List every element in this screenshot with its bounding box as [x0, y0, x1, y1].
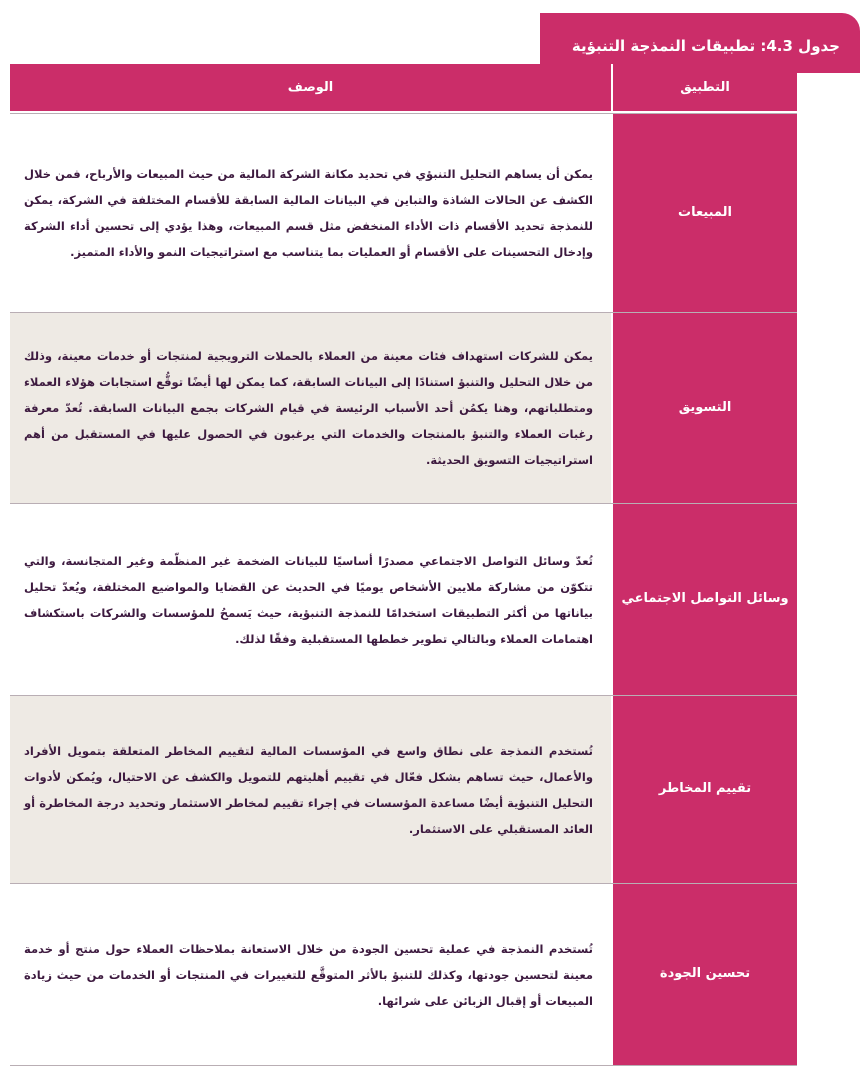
- table-row: [10, 695, 797, 883]
- description-cell: [10, 313, 611, 503]
- application-cell: وسائل التواصل الاجتماعي: [611, 504, 797, 695]
- header-description: الوصف: [287, 80, 334, 95]
- application-cell: تقييم المخاطر: [611, 696, 797, 883]
- table-title: جدول 4.3: تطبيقات النمذجة التنبؤية: [571, 37, 840, 55]
- description-cell: [10, 504, 611, 695]
- description-text: تُستخدم النمذجة في عملية تحسين الجودة من خلال الاستعانة بملاحظات العملاء حول منتج أو خدمة معينة لتحسين جودتها، وكذلك للتنبؤ بالأثر المتوقَّع للتغييرات في المنتجات أو الخدمات من حيث زيادة المبيعات أو إقبال الزبائن على شرائها.: [24, 941, 593, 1008]
- table-row: [10, 503, 797, 695]
- description-cell: [10, 114, 611, 312]
- table-row: [10, 113, 797, 312]
- application-cell: تحسين الجودة: [611, 884, 797, 1065]
- header-application: التطبيق: [611, 64, 797, 111]
- application-cell: المبيعات: [611, 114, 797, 312]
- application-cell: التسويق: [611, 313, 797, 503]
- table-row: [10, 883, 797, 1066]
- description-text: تُعدّ وسائل التواصل الاجتماعي مصدرًا أساسيًا للبيانات الضخمة غير المنظّمة وغير المتجانسة، والتي تتكوّن من مشاركة ملايين الأشخاص يوميًا في الحديث عن القضايا والمواضيع المختلفة، ويُعدّ تحليل بياناتها من أكثر التطبيقات استخدامًا للنمذجة التنبؤية، حيث يَسمحُ للمؤسسات والشركات باستكشاف اهتمامات العملاء وبالتالي تطوير خططها المستقبلية وفقًا لذلك.: [24, 553, 593, 646]
- applications-table: [10, 64, 797, 1066]
- description-cell: [10, 696, 611, 883]
- table-row: [10, 312, 797, 503]
- description-text: تُستخدم النمذجة على نطاق واسع في المؤسسات المالية لتقييم المخاطر المتعلقة بتمويل الأفراد والأعمال، حيث تساهم بشكل فعّال في تقييم أهليتهم للتمويل والكشف عن الاحتيال، ويُمكن لأدوات التحليل التنبؤية أيضًا مساعدة المؤسسات في إجراء تقييم لمخاطر الاستثمار وتحديد درجة المخاطرة أو العائد المستقبلي على الاستثمار.: [24, 743, 593, 836]
- description-text: يمكن أن يساهم التحليل التنبؤي في تحديد مكانة الشركة المالية من حيث المبيعات والأرباح، فمن خلال الكشف عن الحالات الشاذة والتباين في البيانات المالية السابقة للأقسام المختلفة في الشركة، يمكن للنمذجة تحديد الأقسام ذات الأداء المنخفض مثل قسم المبيعات، وهذا يؤدي إلى تحسين أداء الشركة وإدخال التحسينات على الأقسام أو العمليات بما يتناسب مع استراتيجيات النمو والأداء المتميز.: [24, 167, 593, 259]
- description-text: يمكن للشركات استهداف فئات معينة من العملاء بالحملات الترويجية لمنتجات أو خدمات معينة، وذلك من خلال التحليل والتنبؤ استنادًا إلى البيانات السابقة، كما يمكن لها أيضًا توقُّع استجابات هؤلاء العملاء ومتطلباتهم، وهنا يكمُن أحد الأسباب الرئيسة في قيام الشركات بجمع البيانات السابقة. تُعدّ معرفة رغبات العملاء والتنبؤ بالمنتجات والخدمات التي يرغبون في الحصول عليها في المستقبل من أهم استراتيجيات التسويق الحديثة.: [24, 349, 593, 467]
- description-cell: [10, 884, 611, 1065]
- table-header-row: [10, 64, 797, 113]
